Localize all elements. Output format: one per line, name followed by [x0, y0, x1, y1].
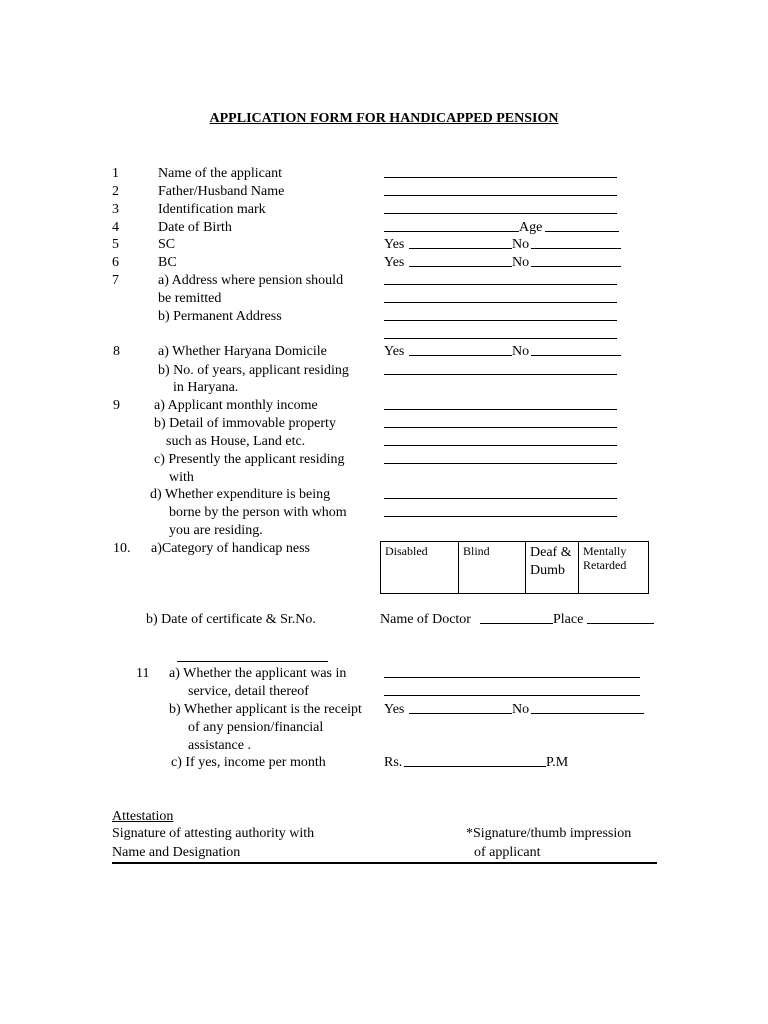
expenditure-field-2[interactable]: [384, 516, 617, 517]
label-date-of-birth: Date of Birth: [158, 220, 232, 235]
service-detail-field-2[interactable]: [384, 695, 640, 696]
doctor-name-label: Name of Doctor: [380, 612, 471, 627]
sc-no-field[interactable]: [531, 248, 621, 249]
no-label: No: [512, 237, 530, 252]
income-per-month-field[interactable]: [404, 766, 546, 767]
item-number: 7: [112, 273, 119, 288]
label-father-husband-name: Father/Husband Name: [158, 184, 285, 199]
pension-address-field[interactable]: [384, 284, 617, 285]
pension-address-field-2[interactable]: [384, 302, 617, 303]
doctor-name-field[interactable]: [480, 623, 553, 624]
item-number: 10.: [113, 541, 131, 556]
item-number: 11: [136, 666, 150, 681]
label-service-detail-cont: service, detail thereof: [188, 684, 309, 699]
age-field[interactable]: [545, 231, 619, 232]
label-address-pension-cont: be remitted: [158, 291, 222, 306]
yes-label: Yes: [384, 255, 405, 270]
no-label: No: [512, 255, 530, 270]
no-label: No: [512, 344, 530, 359]
attesting-authority-signature-label: Signature of attesting authority with: [112, 826, 315, 841]
item-number: 1: [112, 166, 119, 181]
category-blind[interactable]: Blind: [459, 542, 526, 594]
residing-with-field[interactable]: [384, 463, 617, 464]
label-pension-receipt-cont-2: assistance .: [188, 738, 251, 753]
service-detail-field[interactable]: [384, 677, 640, 678]
form-title: APPLICATION FORM FOR HANDICAPPED PENSION: [209, 111, 559, 126]
label-certificate-date: b) Date of certificate & Sr.No.: [146, 612, 316, 627]
label-expenditure-cont: borne by the person with whom: [169, 505, 347, 520]
label-years-residing: b) No. of years, applicant residing: [158, 363, 349, 378]
label-sc: SC: [158, 237, 176, 252]
category-disabled[interactable]: Disabled: [381, 542, 459, 594]
rupees-label: Rs.: [384, 755, 403, 770]
date-of-birth-field[interactable]: [384, 231, 519, 232]
place-label: Place: [553, 612, 584, 627]
label-haryana-domicile: a) Whether Haryana Domicile: [158, 344, 327, 359]
pension-receipt-no-field[interactable]: [531, 713, 644, 714]
label-pension-receipt-cont: of any pension/financial: [188, 720, 324, 735]
label-pension-receipt: b) Whether applicant is the receipt: [169, 702, 362, 717]
bc-yes-field[interactable]: [409, 266, 512, 267]
label-expenditure: d) Whether expenditure is being: [150, 487, 331, 502]
label-identification-mark: Identification mark: [158, 202, 266, 217]
expenditure-field[interactable]: [384, 498, 617, 499]
item-number: 8: [113, 344, 120, 359]
per-month-label: P.M: [546, 755, 569, 770]
category-deaf-dumb[interactable]: Deaf & Dumb: [526, 542, 579, 594]
label-residing-with: c) Presently the applicant residing: [154, 452, 345, 467]
category-mentally-retarded[interactable]: Mentally Retarded: [579, 542, 649, 594]
item-number: 9: [113, 398, 120, 413]
item-number: 2: [112, 184, 119, 199]
pension-receipt-yes-field[interactable]: [409, 713, 512, 714]
place-field[interactable]: [587, 623, 654, 624]
immovable-property-field-2[interactable]: [384, 445, 617, 446]
label-years-residing-cont: in Haryana.: [173, 380, 239, 395]
attesting-authority-name-label: Name and Designation: [112, 845, 241, 860]
bc-no-field[interactable]: [531, 266, 621, 267]
attestation-heading: Attestation: [112, 809, 174, 824]
label-bc: BC: [158, 255, 177, 270]
sc-yes-field[interactable]: [409, 248, 512, 249]
age-label: Age: [519, 220, 543, 235]
handicap-category-table: [380, 541, 649, 594]
yes-label: Yes: [384, 344, 405, 359]
label-monthly-income: a) Applicant monthly income: [154, 398, 318, 413]
item-number: 4: [112, 220, 119, 235]
yes-label: Yes: [384, 702, 405, 717]
label-residing-with-cont: with: [169, 470, 194, 485]
item-number: 5: [112, 237, 119, 252]
item-number: 3: [112, 202, 119, 217]
label-address-pension: a) Address where pension should: [158, 273, 344, 288]
label-expenditure-cont-2: you are residing.: [169, 523, 263, 538]
permanent-address-field[interactable]: [384, 320, 617, 321]
label-permanent-address: b) Permanent Address: [158, 309, 282, 324]
identification-mark-field[interactable]: [384, 213, 617, 214]
applicant-name-field[interactable]: [384, 177, 617, 178]
permanent-address-field-2[interactable]: [384, 338, 617, 339]
monthly-income-field[interactable]: [384, 409, 617, 410]
footer-rule: [112, 862, 657, 864]
label-handicap-category: a)Category of handicap ness: [151, 541, 310, 556]
no-label: No: [512, 702, 530, 717]
domicile-yes-field[interactable]: [409, 355, 512, 356]
label-applicant-name: Name of the applicant: [158, 166, 283, 181]
label-service-detail: a) Whether the applicant was in: [169, 666, 347, 681]
label-immovable-property: b) Detail of immovable property: [154, 416, 336, 431]
applicant-signature-label: *Signature/thumb impression: [466, 826, 632, 841]
domicile-no-field[interactable]: [531, 355, 621, 356]
certificate-date-field[interactable]: [177, 661, 328, 662]
label-income-per-month: c) If yes, income per month: [171, 755, 326, 770]
yes-label: Yes: [384, 237, 405, 252]
applicant-signature-label-cont: of applicant: [474, 845, 541, 860]
label-immovable-property-cont: such as House, Land etc.: [166, 434, 306, 449]
years-residing-field[interactable]: [384, 374, 617, 375]
immovable-property-field[interactable]: [384, 427, 617, 428]
father-husband-name-field[interactable]: [384, 195, 617, 196]
item-number: 6: [112, 255, 119, 270]
